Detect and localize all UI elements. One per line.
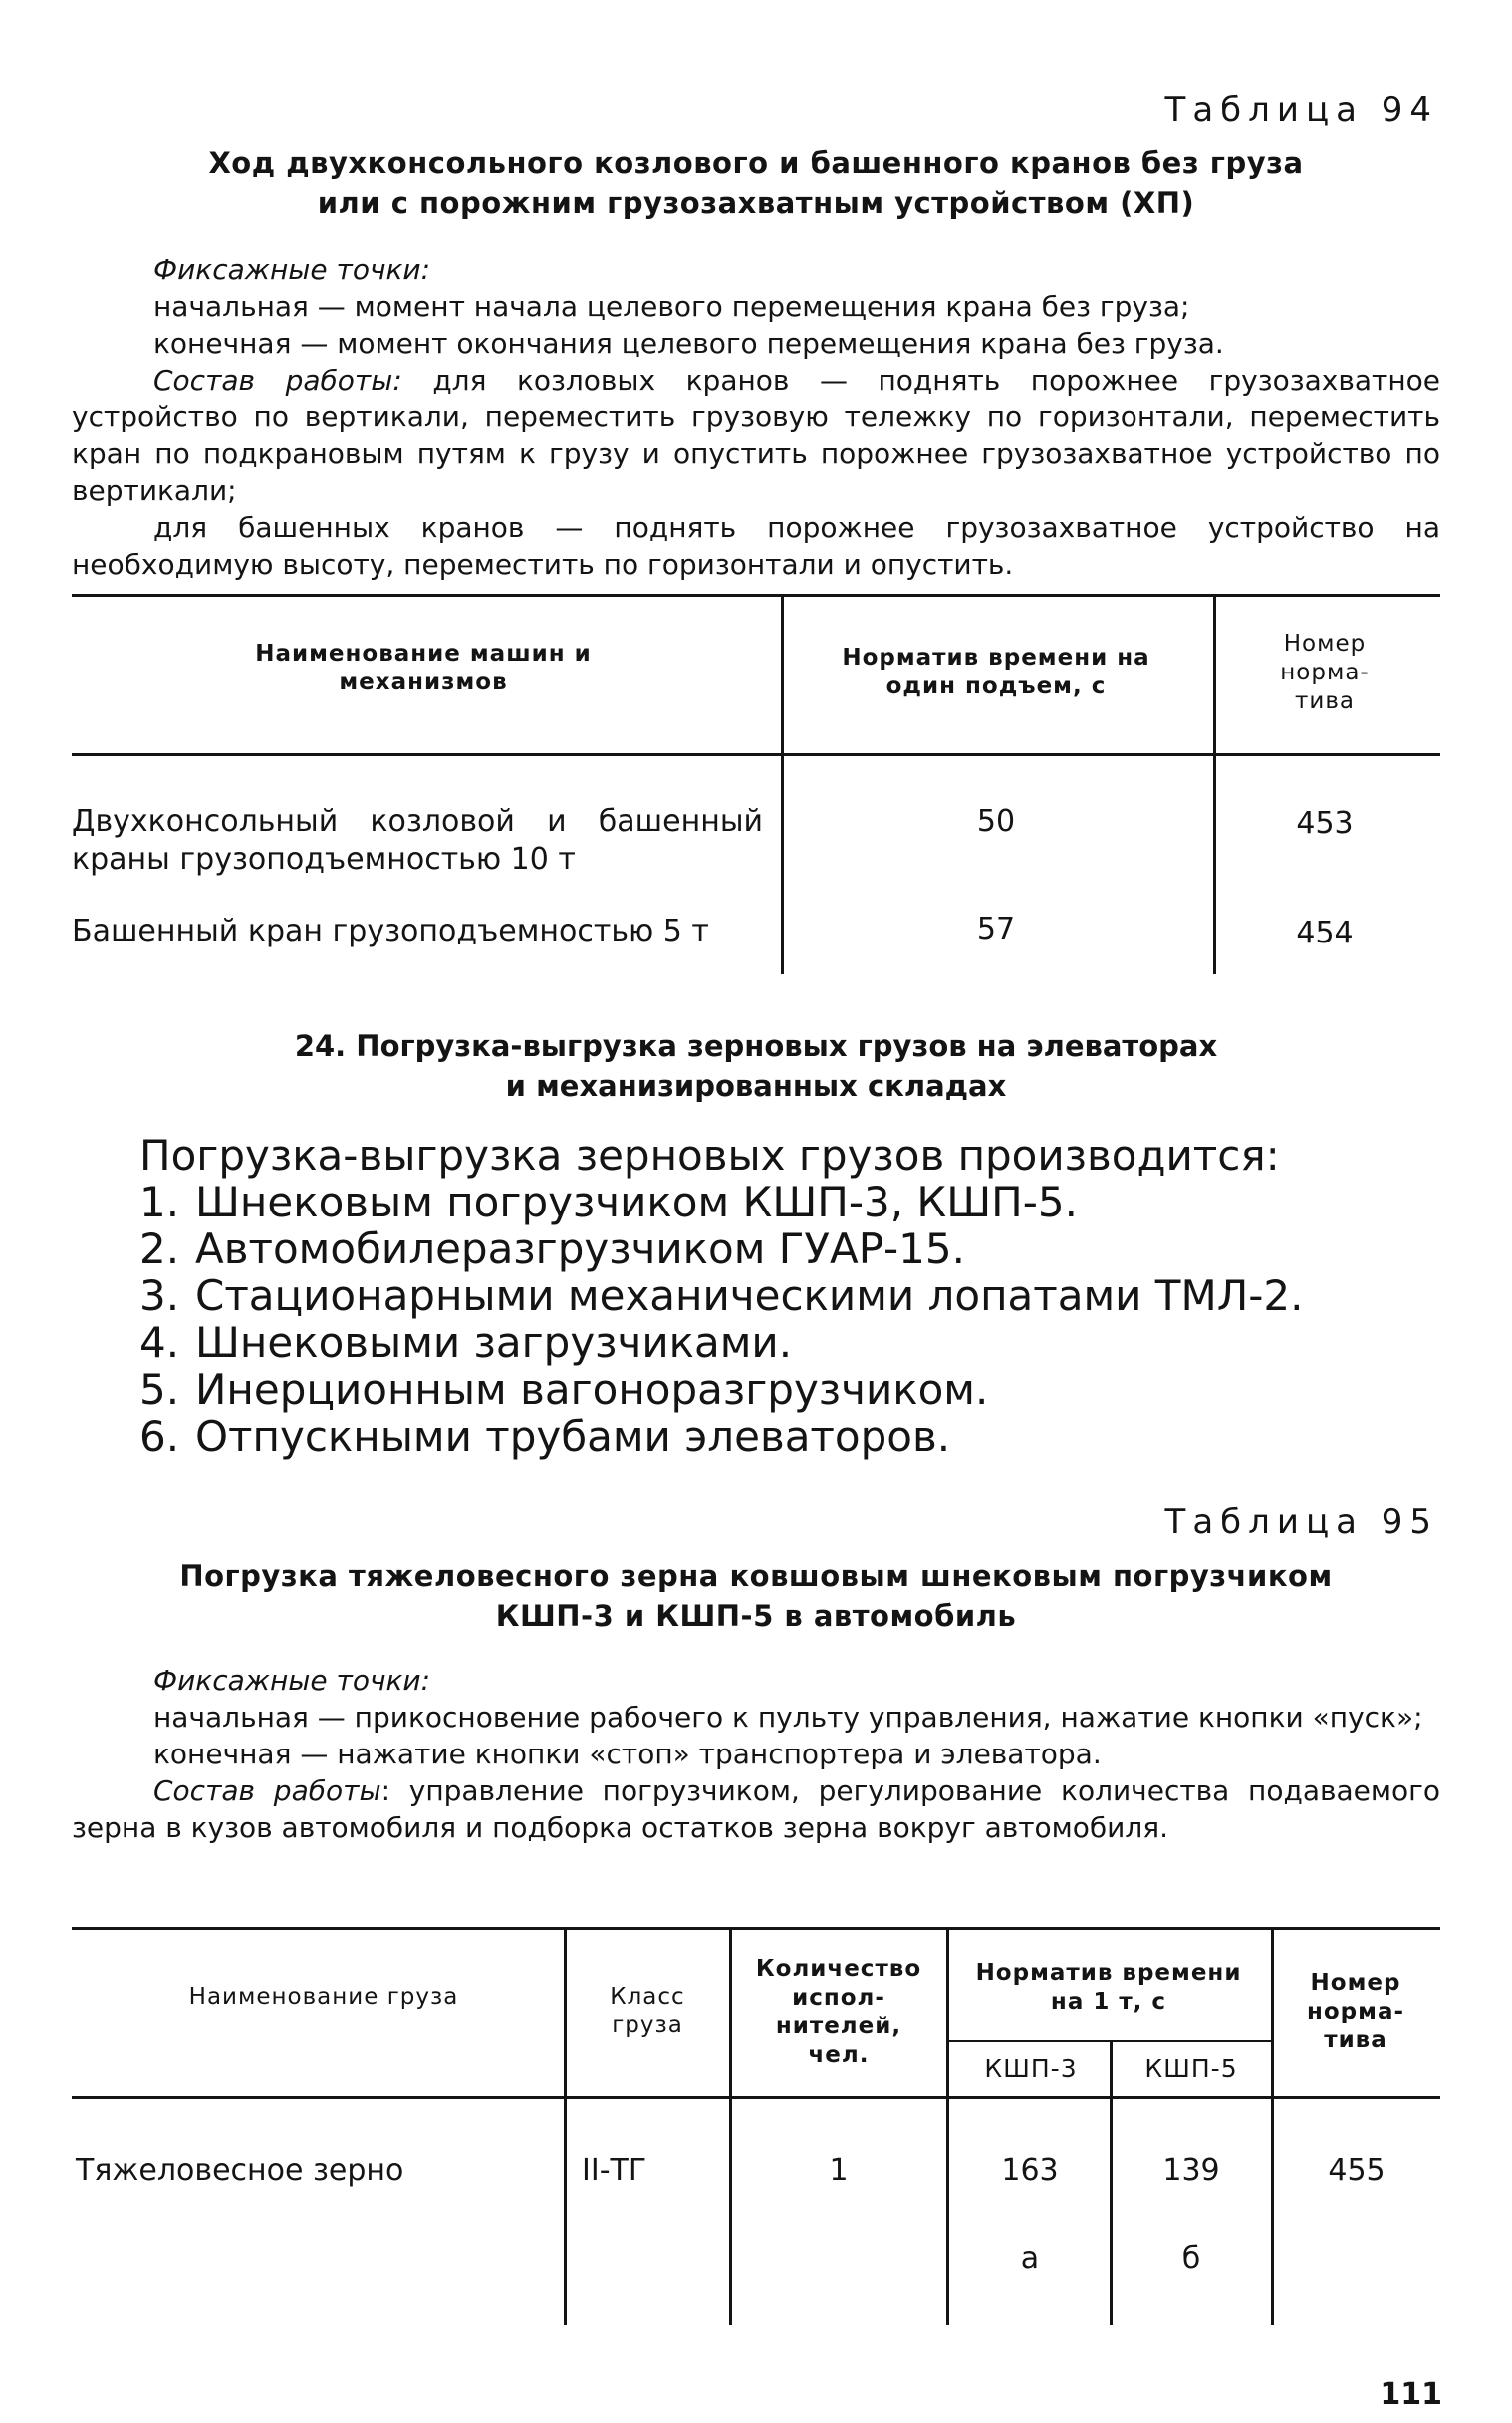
table-94-header-norm: Номер норма- тива (1280, 631, 1370, 714)
table-94-title-line1: Ход двухконсольного козлового и башенного кранов без груза (208, 146, 1304, 180)
section-24-title (70, 1026, 1442, 1106)
list-item: 1. Шнековым погрузчиком КШП-3, КШП-5. (139, 1178, 1078, 1226)
table-95-header-time: Норматив времени на 1 т, с (975, 1960, 1242, 2015)
table-95-title (70, 1556, 1442, 1636)
table-95-top-rule (72, 1927, 1440, 1930)
table-94-top-rule (72, 594, 1440, 597)
page-number: 111 (1380, 2377, 1442, 2412)
fix-point-start: начальная — прикосновение рабочего к пульту управления, нажатие кнопки «пуск»; (153, 1701, 1423, 1734)
table-95-col-divider-2 (729, 1929, 732, 2325)
loading-methods-list (139, 1179, 1434, 1460)
table-94-description (72, 251, 1440, 583)
table-95-row-class: II-ТГ (582, 2153, 647, 2188)
table-95-row-workers: 1 (829, 2153, 849, 2188)
table-95-row-ksh3: 163 (1001, 2153, 1059, 2188)
table-94-row-1-time: 50 (976, 804, 1016, 839)
table-95-row-name: Тяжеловесное зерно (76, 2153, 404, 2188)
work-composition-text: для козловых кранов — поднять порожнее грузозахватное устройство по вертикали, переместить грузовую тележку по горизонтали, переместить кран по подкрановым путям к грузу и опустить порожнее грузозахватное устройство по вертикали; (72, 364, 1440, 507)
table-95-col-divider-3 (946, 1929, 949, 2325)
table-94-caption: Таблица 94 (1164, 90, 1438, 130)
table-95-title-line2: КШП-3 и КШП-5 в автомобиль (495, 1599, 1017, 1633)
loading-methods (139, 1132, 1434, 1460)
table-95-row-ksh3-sub: а (1020, 2241, 1040, 2276)
list-item: 5. Инерционным вагоноразгрузчиком. (139, 1365, 989, 1414)
fix-point-end: конечная — нажатие кнопки «стоп» транспортера и элеватора. (153, 1738, 1102, 1770)
work-composition-tower: для башенных кранов — поднять порожнее грузозахватное устройство на необходимую высоту, переместить по горизонтали и опустить. (72, 511, 1440, 581)
work-composition (72, 1772, 1440, 1846)
table-95-col-divider-1 (564, 1929, 567, 2325)
table-95-col-divider-5 (1271, 1929, 1274, 2325)
list-item: 4. Шнековыми загрузчиками. (139, 1318, 793, 1367)
table-95-row-ksh5-sub: б (1181, 2241, 1201, 2276)
fix-point-start: начальная — момент начала целевого перемещения крана без груза; (153, 290, 1190, 323)
table-95-header-rule (72, 2096, 1440, 2099)
fix-points-label: Фиксажные точки: (153, 253, 431, 286)
work-composition-label: Состав работы: (153, 364, 402, 397)
table-94-row-1-name: Двухконсольный козловой и башенный краны грузоподъемностью 10 т (72, 804, 763, 877)
table-94-header-rule (72, 753, 1440, 756)
table-94-title-line2: или с порожним грузозахватным устройством (ХП) (317, 186, 1195, 220)
table-95-header-name: Наименование груза (188, 1984, 459, 2010)
table-94-row-2-time: 57 (976, 912, 1016, 946)
table-94-col-divider-1 (781, 596, 784, 974)
table-95-description (72, 1662, 1440, 1846)
work-composition (72, 362, 1440, 509)
table-94-row-2-name: Башенный кран грузоподъемностью 5 т (72, 914, 709, 948)
table-95-col-divider-4 (1110, 2042, 1113, 2325)
table-95-header-workers: Количество испол- нителей, чел. (755, 1956, 922, 2068)
list-item: 6. Отпускными трубами элеваторов. (139, 1412, 951, 1461)
work-composition-label: Состав работы (153, 1774, 381, 1807)
table-94-header-name: Наименование машин и механизмов (255, 641, 592, 695)
fix-point-end: конечная — момент окончания целевого перемещения крана без груза. (153, 327, 1224, 360)
fix-points-label: Фиксажные точки: (153, 1664, 431, 1697)
section-24-title-line1: 24. Погрузка-выгрузка зерновых грузов на элеваторах (294, 1029, 1218, 1063)
table-94-title (70, 143, 1442, 223)
table-95-row-ksh5: 139 (1162, 2153, 1220, 2188)
loading-methods-intro: Погрузка-выгрузка зерновых грузов производится: (139, 1131, 1280, 1180)
list-item: 3. Стационарными механическими лопатами ТМЛ-2. (139, 1271, 1304, 1320)
table-95-header-norm: Номер норма- тива (1306, 1970, 1405, 2053)
table-94-row-2-norm: 454 (1296, 916, 1354, 950)
table-95-header-class: Класс груза (610, 1984, 685, 2038)
table-94-header-time: Норматив времени на один подъем, с (842, 645, 1150, 699)
list-item: 2. Автомобилеразгрузчиком ГУАР-15. (139, 1224, 965, 1273)
table-94-col-divider-2 (1213, 596, 1216, 974)
table-95-header-ksh3: КШП-3 (984, 2054, 1078, 2083)
section-24-title-line2: и механизированных складах (505, 1069, 1007, 1103)
table-95-row-norm: 455 (1328, 2153, 1386, 2188)
table-95-caption: Таблица 95 (1164, 1502, 1438, 1542)
table-95-header-ksh5: КШП-5 (1144, 2054, 1238, 2083)
table-95-title-line1: Погрузка тяжеловесного зерна ковшовым шнековым погрузчиком (179, 1559, 1333, 1593)
work-composition-text: : управление погрузчиком, регулирование количества подаваемого зерна в кузов автомобиля и подборка остатков зерна вокруг автомобиля. (72, 1774, 1440, 1844)
table-94-row-1-norm: 453 (1296, 806, 1354, 841)
